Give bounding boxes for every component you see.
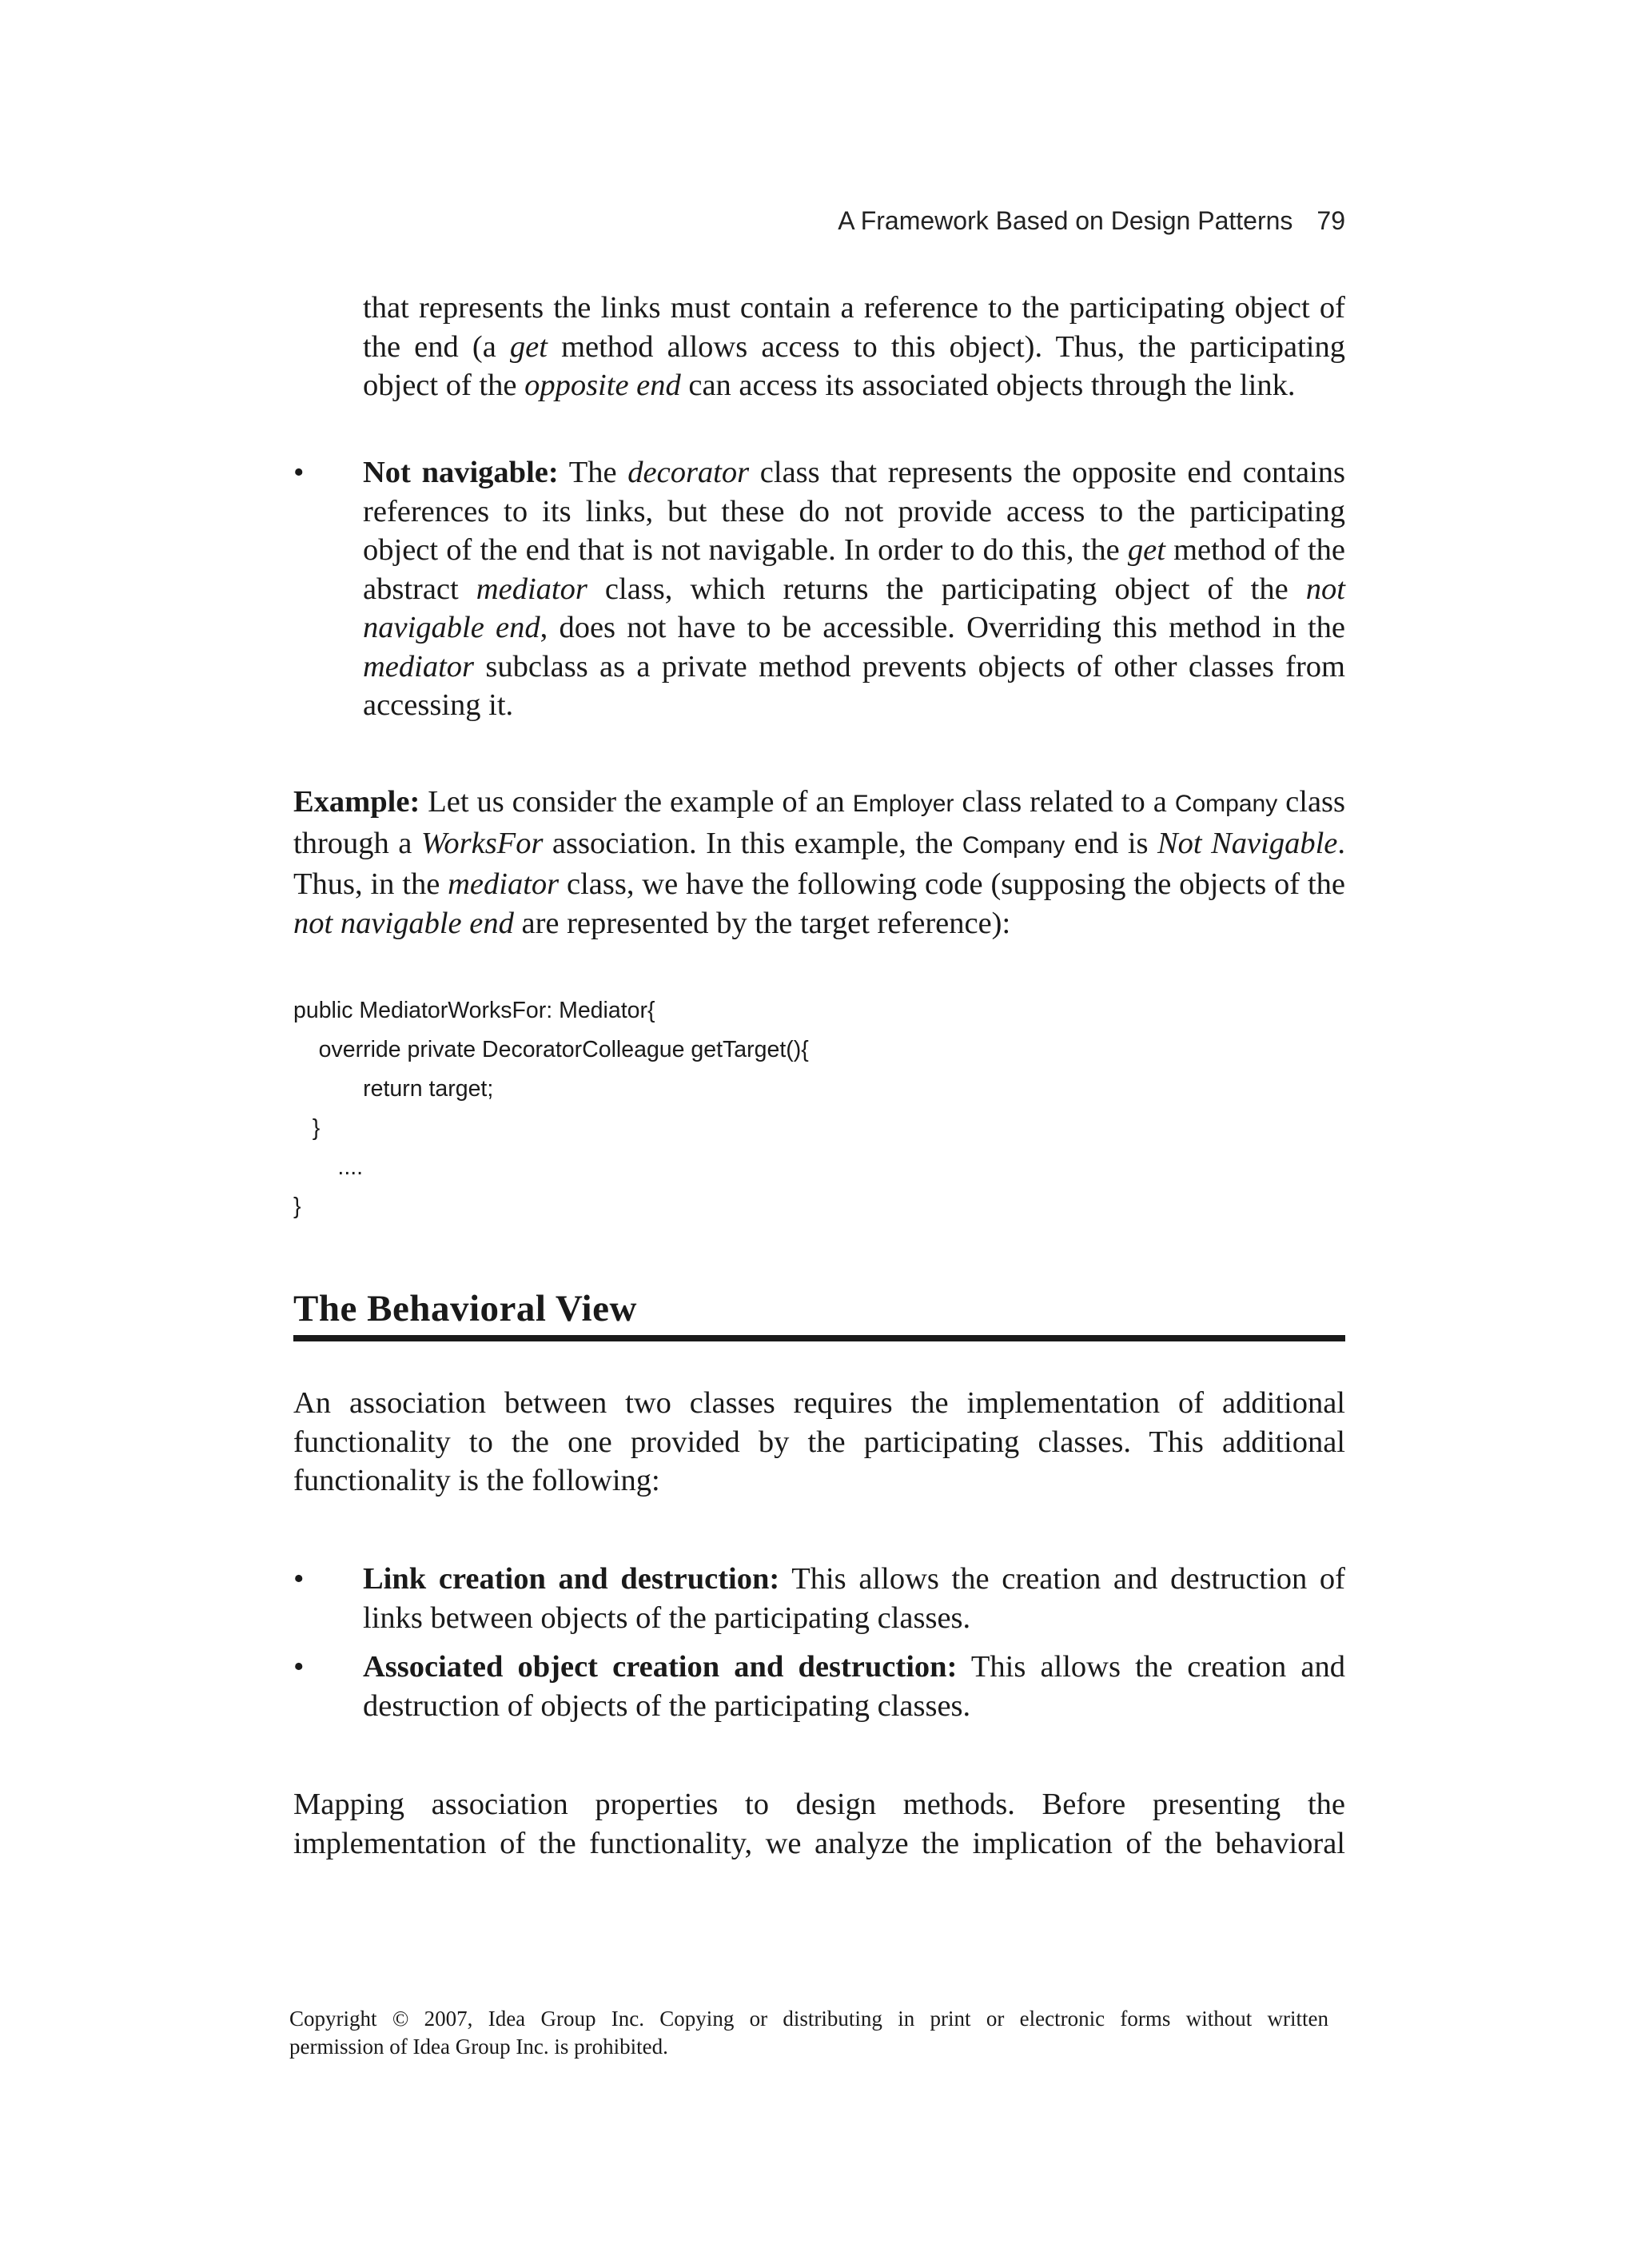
bullet-label: Link creation and destruction: bbox=[363, 1562, 780, 1596]
behavior-bullet-block-2 bbox=[293, 1648, 1345, 1725]
copyright-footer bbox=[289, 2005, 1328, 2061]
emphasis: mediator bbox=[363, 649, 475, 684]
continued-paragraph bbox=[363, 289, 1345, 405]
emphasis: get bbox=[1127, 533, 1165, 567]
bullet-marker: • bbox=[293, 456, 305, 489]
text: Let us consider the example of an bbox=[420, 785, 853, 819]
page-number: 79 bbox=[1316, 206, 1345, 235]
emphasis: WorksFor bbox=[420, 826, 544, 860]
emphasis: not navigable end bbox=[293, 906, 514, 940]
code-line: public MediatorWorksFor: Mediator{ bbox=[293, 998, 655, 1023]
text: class, which returns the participating object of the bbox=[587, 572, 1306, 606]
text: class that represents the opposite end contains references to its links, but these do not provide access to the participating object of the end that is not navigable. In order to do this, the bbox=[363, 456, 1346, 567]
emphasis: mediator bbox=[448, 867, 560, 901]
section-title: The Behavioral View bbox=[293, 1287, 1345, 1341]
code-block bbox=[293, 991, 1345, 1226]
emphasis: not navigable end bbox=[363, 572, 1345, 644]
bullet-marker: • bbox=[293, 1562, 305, 1596]
text: . Thus, in the bbox=[293, 826, 1345, 901]
emphasis: get bbox=[509, 329, 548, 364]
code-line: } bbox=[293, 1194, 301, 1219]
running-title: A Framework Based on Design Patterns bbox=[838, 206, 1293, 235]
text: class through a bbox=[293, 785, 1346, 860]
text: can access its associated objects through the link. bbox=[680, 369, 1296, 402]
bullet-marker: • bbox=[293, 1650, 305, 1684]
code-term: Company bbox=[962, 831, 1065, 859]
text: , does not have to be accessible. Overriding this method in the bbox=[540, 611, 1345, 644]
section-heading-block bbox=[293, 1287, 1345, 1341]
emphasis: mediator bbox=[476, 572, 587, 606]
text: are represented by the target reference): bbox=[513, 906, 1011, 940]
emphasis: opposite end bbox=[524, 369, 681, 402]
example-paragraph bbox=[293, 783, 1345, 943]
emphasis: Not Navigable bbox=[1157, 826, 1338, 860]
text: end is bbox=[1065, 826, 1157, 860]
bullet-item bbox=[293, 453, 1345, 725]
text: subclass as a private method prevents objects of other classes from accessing it. bbox=[363, 649, 1345, 722]
mapping-block bbox=[293, 1785, 1345, 1863]
text: method allows access to this object). Thus, the participating object of the bbox=[363, 329, 1345, 402]
text: This allows the creation and destruction of objects of the participating classes. bbox=[363, 1650, 1345, 1723]
text: association. In this example, the bbox=[543, 826, 962, 860]
running-head bbox=[838, 206, 1345, 236]
text: method of the abstract bbox=[363, 533, 1345, 606]
example-label: Example: bbox=[293, 785, 420, 819]
emphasis: decorator bbox=[627, 456, 750, 489]
example-block bbox=[293, 783, 1345, 943]
footer-line-2: permission of Idea Group Inc. is prohibited. bbox=[289, 2035, 668, 2059]
text: class, we have the following code (supposing the objects of the bbox=[559, 867, 1345, 901]
code-term: Employer bbox=[852, 791, 954, 817]
section-intro-block bbox=[293, 1384, 1345, 1501]
code-line: return target; bbox=[293, 1076, 494, 1102]
behavior-bullet-block-1 bbox=[293, 1560, 1345, 1637]
code-line: override private DecoratorColleague getTarget(){ bbox=[293, 1037, 809, 1062]
bullet-item bbox=[293, 1560, 1345, 1637]
bullet-label: Not navigable: bbox=[363, 456, 559, 489]
not-navigable-bullet-block bbox=[293, 453, 1345, 725]
code-line: .... bbox=[293, 1154, 364, 1180]
continued-paragraph-block bbox=[293, 289, 1345, 405]
text: The bbox=[558, 456, 628, 489]
text: This allows the creation and destruction of links between objects of the participating classes. bbox=[363, 1562, 1345, 1635]
code-line: } bbox=[293, 1115, 321, 1141]
footer-line-1: Copyright © 2007, Idea Group Inc. Copying or distributing in print or electronic forms without written bbox=[289, 2007, 1328, 2031]
text: class related to a bbox=[954, 785, 1175, 819]
code-term: Company bbox=[1174, 791, 1278, 817]
section-intro: An association between two classes requires the implementation of additional functionality to the one provided by the participating classes. This additional functionality is the following: bbox=[293, 1386, 1345, 1497]
text: that represents the links must contain a reference to the participating object of the end (a bbox=[363, 291, 1345, 364]
bullet-label: Associated object creation and destruction: bbox=[363, 1650, 958, 1684]
bullet-item bbox=[293, 1648, 1345, 1725]
mapping-paragraph: Mapping association properties to design methods. Before presenting the implementation of the functionality, we analyze the implication of the behavioral bbox=[293, 1788, 1345, 1860]
